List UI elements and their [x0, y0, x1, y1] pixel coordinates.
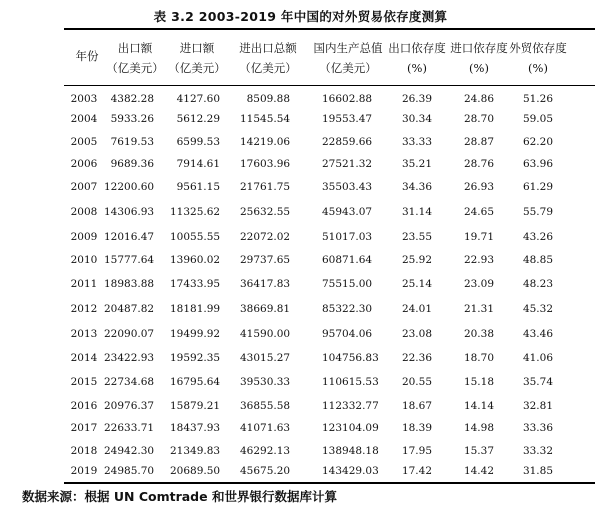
header-total-trade: 进出口总额 （亿美元）: [239, 41, 297, 75]
export-cell: 24985.70: [104, 465, 155, 477]
total-trade-cell: 36417.83: [240, 278, 291, 290]
table-row: [0, 181, 601, 197]
import-dependence-cell: 15.18: [463, 376, 494, 388]
export-cell: 4382.28: [110, 93, 154, 105]
header-year: 年份: [75, 49, 99, 63]
import-cell: 17433.95: [170, 278, 221, 290]
export-dependence-cell: 26.39: [401, 93, 432, 105]
total-trade-cell: 29737.65: [240, 254, 291, 266]
import-cell: 4127.60: [176, 93, 220, 105]
trade-dependence-cell: 51.26: [522, 93, 553, 105]
header-import-dependence: 进口依存度 (%): [450, 41, 508, 75]
import-dependence-cell: 28.70: [463, 113, 494, 125]
total-trade-cell: 45675.20: [240, 465, 291, 477]
table-row: [0, 328, 601, 344]
total-trade-cell: 21761.75: [240, 181, 291, 193]
export-cell: 22734.68: [104, 376, 155, 388]
table-row: [0, 254, 601, 270]
import-cell: 19592.35: [170, 352, 221, 364]
import-dependence-cell: 19.71: [463, 231, 494, 243]
table-row: [0, 422, 601, 438]
export-cell: 23422.93: [104, 352, 155, 364]
trade-dependence-cell: 45.32: [522, 303, 553, 315]
gdp-cell: 45943.07: [322, 206, 373, 218]
trade-dependence-cell: 33.36: [522, 422, 553, 434]
year-cell: 2015: [70, 376, 98, 388]
header-export: 出口额 （亿美元）: [106, 41, 164, 75]
export-cell: 15777.64: [104, 254, 155, 266]
year-cell: 2019: [70, 465, 98, 477]
trade-dependence-cell: 33.32: [522, 445, 553, 457]
total-trade-cell: 43015.27: [240, 352, 291, 364]
gdp-cell: 19553.47: [322, 113, 373, 125]
export-dependence-cell: 20.55: [401, 376, 432, 388]
header-rule: [64, 85, 595, 86]
export-dependence-cell: 34.36: [401, 181, 432, 193]
header-gdp: 国内生产总值 （亿美元）: [313, 41, 383, 75]
year-cell: 2013: [70, 328, 98, 340]
total-trade-cell: 11545.54: [240, 113, 291, 125]
import-dependence-cell: 20.38: [463, 328, 494, 340]
import-dependence-cell: 26.93: [463, 181, 494, 193]
gdp-cell: 143429.03: [322, 465, 379, 477]
table-row: [0, 376, 601, 392]
trade-dependence-cell: 32.81: [522, 400, 553, 412]
import-dependence-cell: 14.14: [463, 400, 494, 412]
import-cell: 9561.15: [176, 181, 220, 193]
import-dependence-cell: 14.42: [463, 465, 494, 477]
export-dependence-cell: 17.42: [401, 465, 432, 477]
year-cell: 2006: [70, 158, 98, 170]
export-cell: 12200.60: [104, 181, 155, 193]
gdp-cell: 112332.77: [322, 400, 379, 412]
import-cell: 5612.29: [176, 113, 220, 125]
export-dependence-cell: 25.92: [401, 254, 432, 266]
trade-dependence-cell: 59.05: [522, 113, 553, 125]
import-cell: 20689.50: [170, 465, 221, 477]
trade-dependence-cell: 48.85: [522, 254, 553, 266]
header-trade-dependence: 外贸依存度 (%): [509, 41, 567, 75]
export-cell: 22633.71: [104, 422, 155, 434]
year-cell: 2009: [70, 231, 98, 243]
export-dependence-cell: 33.33: [401, 136, 432, 148]
import-cell: 19499.92: [170, 328, 221, 340]
trade-dependence-cell: 61.29: [522, 181, 553, 193]
import-dependence-cell: 28.76: [463, 158, 494, 170]
export-cell: 7619.53: [110, 136, 154, 148]
table-row: [0, 136, 601, 152]
table-row: [0, 231, 601, 247]
import-cell: 7914.61: [176, 158, 220, 170]
year-cell: 2018: [70, 445, 98, 457]
export-dependence-cell: 23.08: [401, 328, 432, 340]
table-row: [0, 206, 601, 222]
total-trade-cell: 41590.00: [240, 328, 291, 340]
header-export-dependence: 出口依存度 (%): [388, 41, 446, 75]
export-dependence-cell: 17.95: [401, 445, 432, 457]
total-trade-cell: 36855.58: [240, 400, 291, 412]
top-rule: [64, 28, 595, 30]
total-trade-cell: 46292.13: [240, 445, 291, 457]
gdp-cell: 35503.43: [322, 181, 373, 193]
year-cell: 2014: [70, 352, 98, 364]
trade-dependence-cell: 43.26: [522, 231, 553, 243]
import-dependence-cell: 24.65: [463, 206, 494, 218]
table-row: [0, 352, 601, 368]
trade-dependence-cell: 48.23: [522, 278, 553, 290]
export-dependence-cell: 23.55: [401, 231, 432, 243]
table-caption: 表 3.2 2003-2019 年中国的对外贸易依存度测算: [153, 9, 448, 24]
import-dependence-cell: 15.37: [463, 445, 494, 457]
import-cell: 6599.53: [176, 136, 220, 148]
export-dependence-cell: 18.39: [401, 422, 432, 434]
import-dependence-cell: 22.93: [463, 254, 494, 266]
export-dependence-cell: 22.36: [401, 352, 432, 364]
table-row: [0, 400, 601, 416]
export-cell: 14306.93: [104, 206, 155, 218]
gdp-cell: 22859.66: [322, 136, 373, 148]
gdp-cell: 75515.00: [322, 278, 373, 290]
export-dependence-cell: 25.14: [401, 278, 432, 290]
year-cell: 2010: [70, 254, 98, 266]
gdp-cell: 123104.09: [322, 422, 379, 434]
total-trade-cell: 41071.63: [240, 422, 291, 434]
trade-dependence-cell: 63.96: [522, 158, 553, 170]
table-row: [0, 93, 601, 109]
table-row: [0, 158, 601, 174]
export-cell: 12016.47: [104, 231, 155, 243]
import-dependence-cell: 23.09: [463, 278, 494, 290]
gdp-cell: 27521.32: [322, 158, 373, 170]
import-cell: 18437.93: [170, 422, 221, 434]
import-dependence-cell: 21.31: [463, 303, 494, 315]
export-cell: 20487.82: [104, 303, 155, 315]
total-trade-cell: 8509.88: [246, 93, 290, 105]
export-dependence-cell: 18.67: [401, 400, 432, 412]
table-row: [0, 465, 601, 481]
import-dependence-cell: 14.98: [463, 422, 494, 434]
header-import: 进口额 （亿美元）: [168, 41, 226, 75]
trade-dependence-cell: 62.20: [522, 136, 553, 148]
import-dependence-cell: 18.70: [463, 352, 494, 364]
year-cell: 2016: [70, 400, 98, 412]
export-cell: 9689.36: [110, 158, 154, 170]
year-cell: 2017: [70, 422, 98, 434]
table-row: [0, 113, 601, 129]
gdp-cell: 110615.53: [322, 376, 379, 388]
year-cell: 2005: [70, 136, 98, 148]
import-cell: 16795.64: [170, 376, 221, 388]
export-cell: 18983.88: [104, 278, 155, 290]
export-cell: 20976.37: [104, 400, 155, 412]
import-dependence-cell: 28.87: [463, 136, 494, 148]
export-dependence-cell: 30.34: [401, 113, 432, 125]
table-row: [0, 303, 601, 319]
table-row: [0, 445, 601, 461]
table-row: [0, 278, 601, 294]
data-source-note: 数据来源：根据 UN Comtrade 和世界银行数据库计算: [22, 489, 337, 504]
gdp-cell: 104756.83: [322, 352, 379, 364]
trade-dependence-cell: 31.85: [522, 465, 553, 477]
export-dependence-cell: 31.14: [401, 206, 432, 218]
bottom-rule: [64, 482, 595, 484]
gdp-cell: 85322.30: [322, 303, 373, 315]
gdp-cell: 95704.06: [322, 328, 373, 340]
export-dependence-cell: 35.21: [401, 158, 432, 170]
gdp-cell: 16602.88: [322, 93, 373, 105]
total-trade-cell: 38669.81: [240, 303, 291, 315]
import-cell: 21349.83: [170, 445, 221, 457]
import-cell: 15879.21: [170, 400, 221, 412]
trade-dependence-cell: 43.46: [522, 328, 553, 340]
export-cell: 22090.07: [104, 328, 155, 340]
year-cell: 2008: [70, 206, 98, 218]
trade-dependence-cell: 41.06: [522, 352, 553, 364]
year-cell: 2003: [70, 93, 98, 105]
import-cell: 10055.55: [170, 231, 221, 243]
gdp-cell: 138948.18: [322, 445, 379, 457]
import-cell: 11325.62: [170, 206, 221, 218]
year-cell: 2004: [70, 113, 98, 125]
import-dependence-cell: 24.86: [463, 93, 494, 105]
gdp-cell: 51017.03: [322, 231, 373, 243]
year-cell: 2012: [70, 303, 98, 315]
import-cell: 18181.99: [170, 303, 221, 315]
import-cell: 13960.02: [170, 254, 221, 266]
gdp-cell: 60871.64: [322, 254, 373, 266]
export-cell: 24942.30: [104, 445, 155, 457]
trade-dependence-cell: 35.74: [522, 376, 553, 388]
year-cell: 2007: [70, 181, 98, 193]
trade-dependence-cell: 55.79: [522, 206, 553, 218]
export-dependence-cell: 24.01: [401, 303, 432, 315]
total-trade-cell: 25632.55: [240, 206, 291, 218]
total-trade-cell: 39530.33: [240, 376, 291, 388]
year-cell: 2011: [70, 278, 98, 290]
total-trade-cell: 22072.02: [240, 231, 291, 243]
total-trade-cell: 14219.06: [240, 136, 291, 148]
export-cell: 5933.26: [110, 113, 154, 125]
total-trade-cell: 17603.96: [240, 158, 291, 170]
